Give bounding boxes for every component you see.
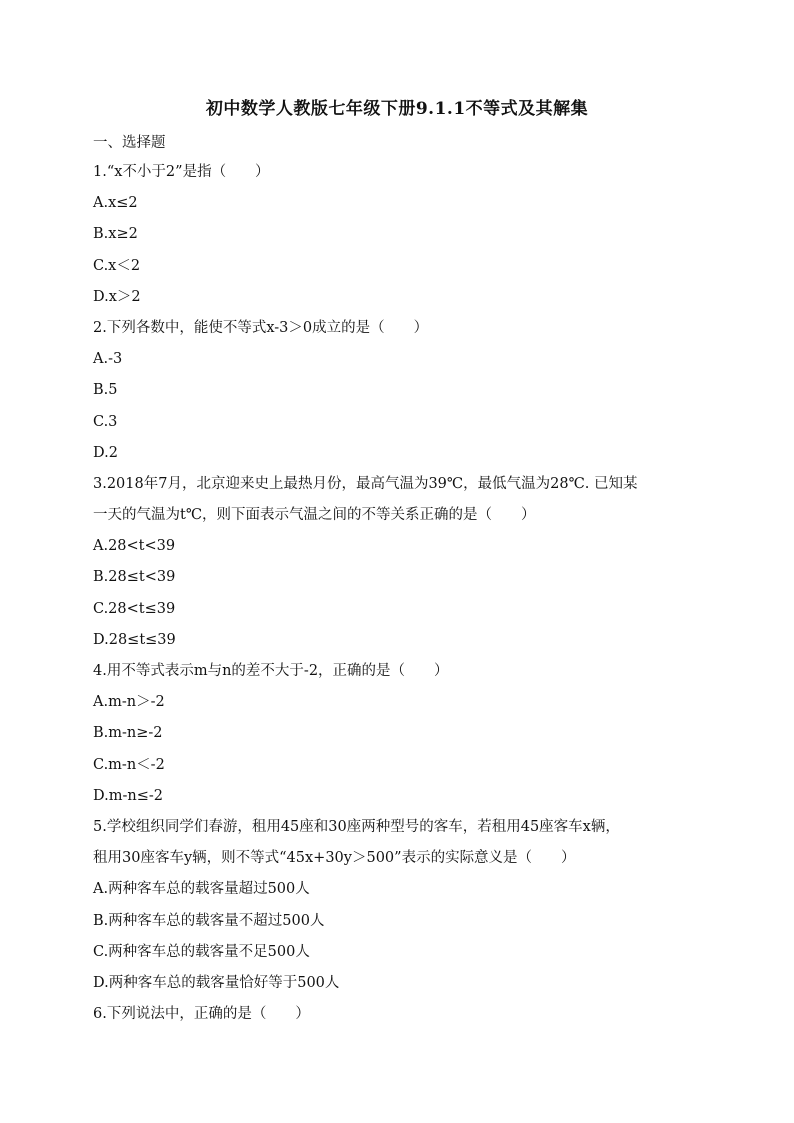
answer-option: C.x＜2 [93, 257, 141, 274]
answer-option: C.m-n＜-2 [93, 756, 165, 773]
question-stem: 4.用不等式表示m与n的差不大于-2，正确的是（ ） [93, 663, 449, 679]
question-stem: 3.2018年7月，北京迎来史上最热月份，最高气温为39℃，最低气温为28℃. 已知某 [93, 475, 638, 492]
question-stem: 5.学校组织同学们春游，租用45座和30座两种型号的客车，若租用45座客车x辆， [93, 818, 620, 835]
answer-option: B.5 [93, 382, 118, 399]
document-title: 初中数学人教版七年级下册9.1.1不等式及其解集 [205, 99, 589, 119]
answer-option: D.2 [93, 444, 118, 461]
section-heading: 一、选择题 [93, 135, 166, 151]
answer-option: A.28<t<39 [93, 538, 176, 555]
answer-option: A.两种客车总的载客量超过500人 [93, 881, 310, 898]
question-stem: 6.下列说法中，正确的是（ ） [93, 1006, 310, 1023]
answer-option: D.28≤t≤39 [93, 631, 176, 648]
answer-option: B.m-n≥-2 [93, 725, 163, 742]
answer-option: A.-3 [93, 351, 123, 368]
answer-option: D.x＞2 [93, 288, 141, 305]
answer-option: B.x≥2 [93, 226, 138, 243]
answer-option: C.3 [93, 413, 118, 430]
answer-option: C.两种客车总的载客量不足500人 [93, 943, 310, 960]
question-stem: 1.“x不小于2”是指（ ） [93, 164, 270, 180]
answer-option: A.m-n＞-2 [93, 694, 165, 711]
answer-option: D.两种客车总的载客量恰好等于500人 [93, 974, 340, 991]
question-stem: 租用30座客车y辆，则不等式“45x+30y＞500”表示的实际意义是（ ） [93, 850, 576, 867]
answer-option: C.28<t≤39 [93, 600, 176, 617]
answer-option: D.m-n≤-2 [93, 787, 163, 804]
answer-option: B.两种客车总的载客量不超过500人 [93, 912, 325, 929]
question-stem: 一天的气温为t℃，则下面表示气温之间的不等关系正确的是（ ） [93, 507, 536, 524]
answer-option: A.x≤2 [93, 195, 138, 212]
question-list [93, 157, 713, 1030]
question-stem: 2.下列各数中，能使不等式x-3＞0成立的是（ ） [93, 319, 429, 336]
answer-option: B.28≤t<39 [93, 569, 176, 586]
